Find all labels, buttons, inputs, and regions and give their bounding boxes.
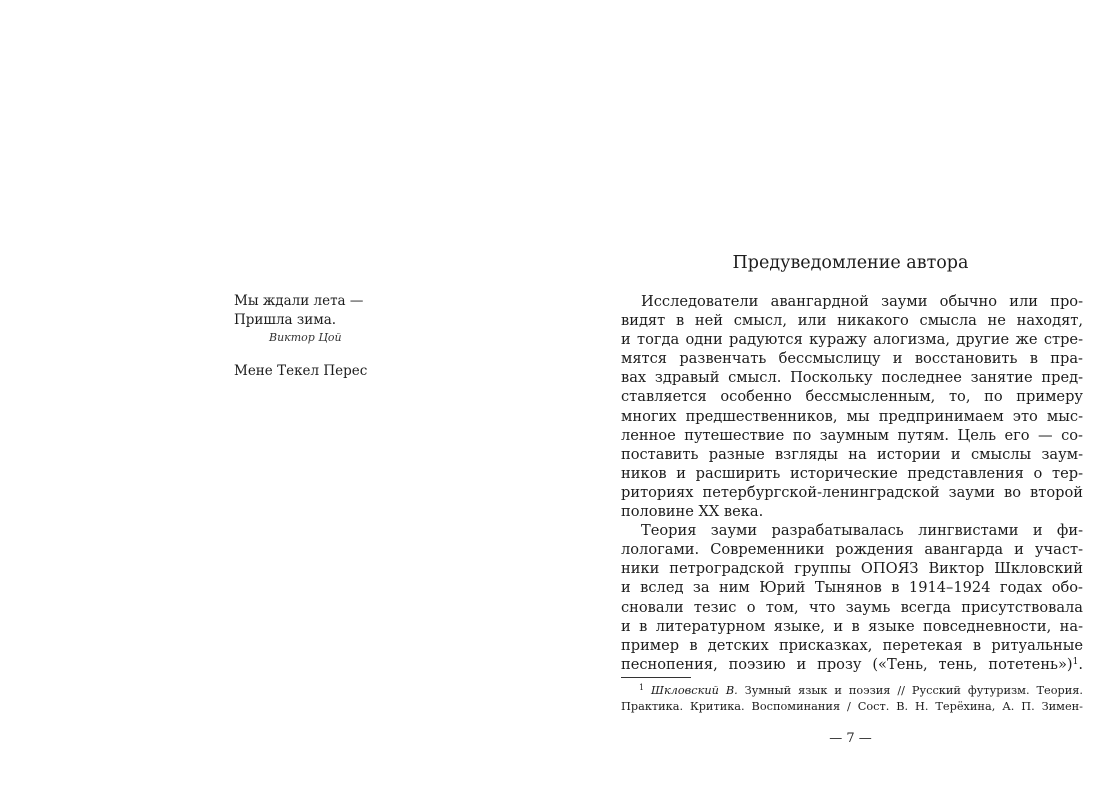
text-line: многих предшественников, мы предпринимаем это мыс- (621, 407, 1083, 425)
text-line: ники петроградской группы ОПОЯЗ Виктор Шкловский (621, 560, 1083, 578)
footnote (621, 683, 1083, 715)
text-line: и вслед за ним Юрий Тынянов в 1914–1924 годах обо- (621, 579, 1083, 597)
footnote-author: Шкловский В. (651, 684, 738, 697)
text-line-with-note: песнопения, поэзию и прозу («Тень, тень, потетень»)$^1$. (621, 655, 1083, 673)
text-line: сновали тезис о том, что заумь всегда присутствовала (621, 598, 1083, 616)
text-line: песнопения, поэзию и прозу («Тень, тень, потетень») (621, 655, 1073, 673)
footnote-text: Зумный язык и поэзия // Русский футуризм. Теория. (744, 684, 1083, 697)
text-line: лологами. Современники рождения авангарда и участ- (621, 541, 1083, 559)
footnote-rule (621, 677, 691, 678)
text-line: Теория зауми разрабатывалась лингвистами и фи- (641, 522, 1083, 540)
right-page (550, 0, 1100, 808)
text-line: мятся развенчать бессмыслицу и восстановить в пра- (621, 350, 1083, 368)
text-line: Исследователи авангардной зауми обычно или про- (641, 293, 1083, 310)
page-number: — 7 — (829, 731, 872, 746)
text-line: половине XX века. (621, 503, 764, 521)
text-line: риториях петербургской-ленинградской зауми во второй (621, 483, 1083, 501)
text-line: видят в ней смысл, или никакого смысла не находят, (621, 312, 1083, 330)
text-line: поставить разные взгляды на истории и смыслы заум- (621, 445, 1083, 463)
text-line: ставляется особенно бессмысленным, то, по примеру (621, 388, 1083, 406)
paragraph-2 (621, 521, 1083, 674)
footnote-number: 1 (639, 683, 645, 692)
epigraph-line: Мы ждали лета — (234, 293, 364, 309)
footnote-line (621, 683, 1083, 699)
paragraph-1 (621, 292, 1083, 521)
dedication: Мене Текел Перес (234, 363, 368, 379)
text-line: пример в детских присказках, перетекая в ритуальные (621, 636, 1083, 654)
text-line: ленное путешествие по заумным путям. Цель его — со- (621, 426, 1083, 444)
text-line: вах здравый смысл. Поскольку последнее занятие пред- (621, 369, 1083, 387)
epigraph-line: Пришла зима. (234, 312, 337, 328)
epigraph (234, 292, 434, 344)
body-text (621, 292, 1083, 674)
footnote-line: Практика. Критика. Воспоминания / Сост. В. Н. Терёхина, А. П. Зимен- (621, 700, 1083, 713)
text-line: и тогда одни радуются куражу алогизма, другие же стре- (621, 331, 1083, 349)
chapter-title: Предуведомление автора (732, 253, 969, 273)
footnote-reference[interactable]: 1 (1072, 656, 1079, 667)
text-line: ников и расширить исторические представления о тер- (621, 464, 1083, 482)
epigraph-author: Виктор Цой (269, 331, 342, 344)
text-line: и в литературном языке, и в языке повседневности, на- (621, 617, 1083, 635)
